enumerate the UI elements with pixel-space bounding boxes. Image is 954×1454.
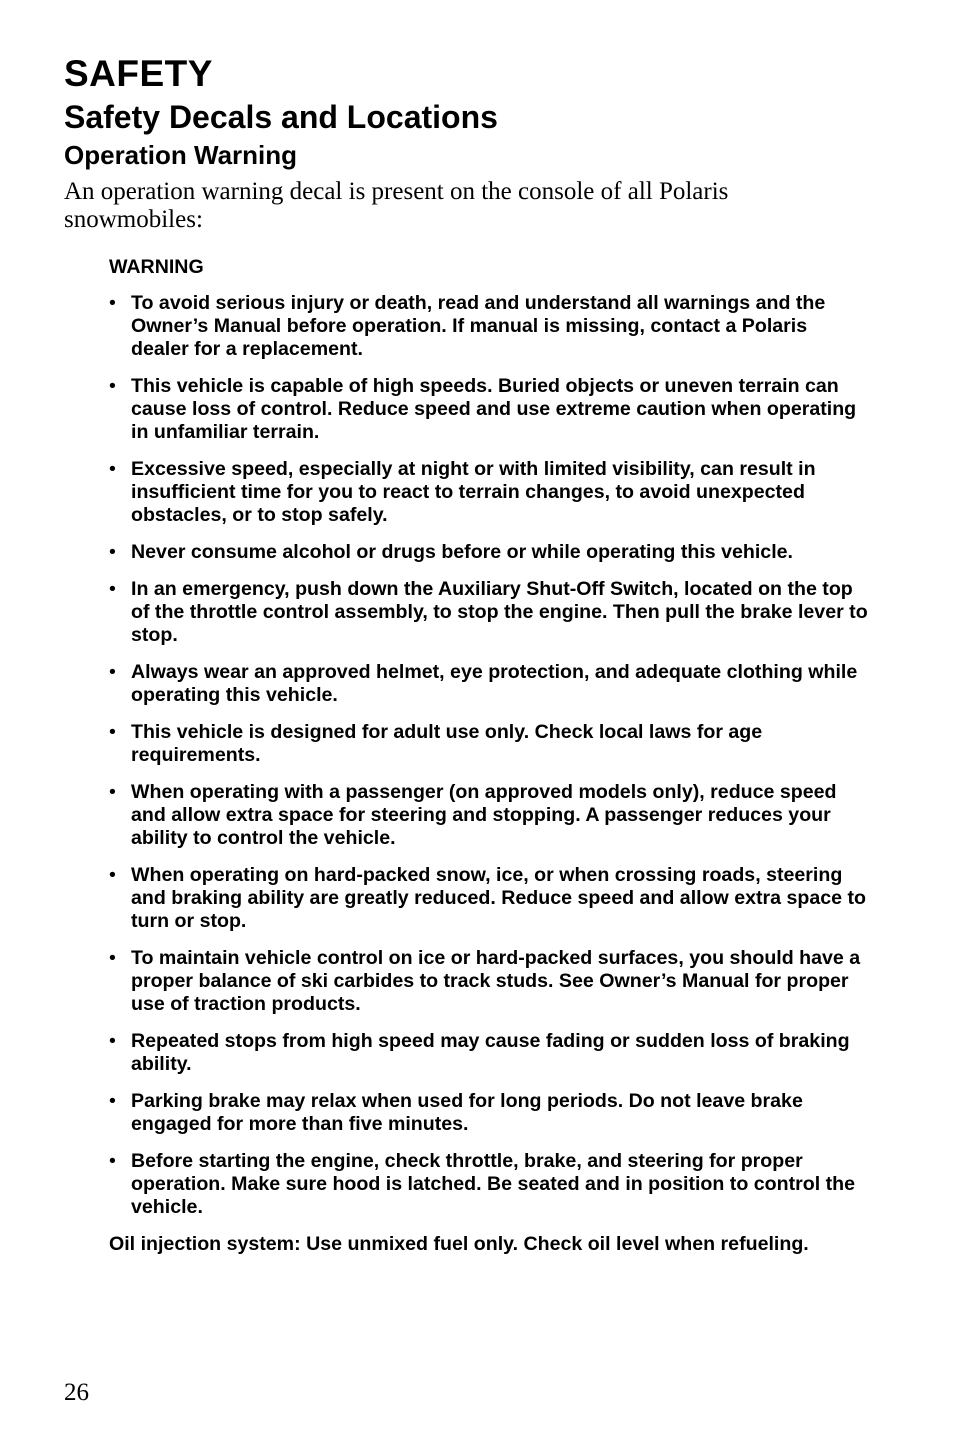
warning-item	[109, 375, 869, 444]
warning-item	[109, 781, 869, 850]
bullet-icon: •	[109, 721, 116, 743]
intro-paragraph: An operation warning decal is present on the console of all Polaris snowmobiles:	[64, 178, 729, 233]
warning-item-text: Parking brake may relax when used for long periods. Do not leave brake engaged for more than five minutes.	[131, 1090, 803, 1135]
page-number: 26	[64, 1379, 89, 1406]
bullet-icon: •	[109, 661, 116, 683]
bullet-icon: •	[109, 781, 116, 803]
warning-item	[109, 1090, 869, 1136]
warning-item-text: Excessive speed, especially at night or with limited visibility, can result in insufficient time for you to react to terrain changes, to avoid unexpected obstacles, or to stop safely.	[131, 458, 816, 526]
topic-title: Operation Warning	[64, 140, 298, 170]
bullet-icon: •	[109, 864, 116, 886]
warning-item	[109, 1030, 869, 1076]
warning-item	[109, 661, 869, 707]
warning-item-text: When operating on hard-packed snow, ice, or when crossing roads, steering and braking ability are greatly reduced. Reduce speed and allow extra space to turn or stop.	[131, 864, 867, 932]
warning-item-text: To avoid serious injury or death, read and understand all warnings and the Owner’s Manual before operation. If manual is missing, contact a Polaris dealer for a replacement.	[131, 292, 826, 360]
warning-item-text: Always wear an approved helmet, eye protection, and adequate clothing while operating this vehicle.	[131, 661, 858, 706]
section-title: SAFETY	[64, 53, 213, 94]
warning-item-text: Repeated stops from high speed may cause fading or sudden loss of braking ability.	[131, 1030, 850, 1075]
oil-injection-note: Oil injection system: Use unmixed fuel only. Check oil level when refueling.	[109, 1233, 809, 1255]
bullet-icon: •	[109, 458, 116, 480]
bullet-icon: •	[109, 1150, 116, 1172]
warning-item-text: To maintain vehicle control on ice or hard-packed surfaces, you should have a proper balance of ski carbides to track studs. See Owner’s Manual for proper use of traction products.	[131, 947, 861, 1015]
warning-item-text: This vehicle is capable of high speeds. Buried objects or uneven terrain can cause loss of control. Reduce speed and use extreme caution when operating in unfamiliar terrain.	[131, 375, 857, 443]
bullet-icon: •	[109, 578, 116, 600]
bullet-icon: •	[109, 1090, 116, 1112]
bullet-icon: •	[109, 1030, 116, 1052]
warning-item-text: When operating with a passenger (on approved models only), reduce speed and allow extra space for steering and stopping. A passenger reduces your ability to control the vehicle.	[131, 781, 837, 849]
warning-item-text: This vehicle is designed for adult use only. Check local laws for age requirements.	[131, 721, 763, 766]
warning-item	[109, 292, 869, 361]
warning-item	[109, 541, 869, 564]
bullet-icon: •	[109, 292, 116, 314]
subsection-title: Safety Decals and Locations	[64, 99, 498, 135]
bullet-icon: •	[109, 947, 116, 969]
warning-item	[109, 864, 869, 933]
manual-page	[64, 52, 884, 1256]
warning-heading: WARNING	[109, 256, 204, 278]
warning-item-text: Never consume alcohol or drugs before or while operating this vehicle.	[131, 541, 793, 563]
warning-item	[109, 458, 869, 527]
warning-item	[109, 578, 869, 647]
warning-item	[109, 721, 869, 767]
warning-list	[109, 292, 869, 1219]
warning-item	[109, 947, 869, 1016]
bullet-icon: •	[109, 375, 116, 397]
warning-decal	[109, 256, 869, 1256]
warning-item-text: Before starting the engine, check throttle, brake, and steering for proper operation. Make sure hood is latched. Be seated and in position to control the vehicle.	[131, 1150, 855, 1218]
warning-item	[109, 1150, 869, 1219]
bullet-icon: •	[109, 541, 116, 563]
warning-item-text: In an emergency, push down the Auxiliary Shut-Off Switch, located on the top of the throttle control assembly, to stop the engine. Then pull the brake lever to stop.	[131, 578, 868, 646]
